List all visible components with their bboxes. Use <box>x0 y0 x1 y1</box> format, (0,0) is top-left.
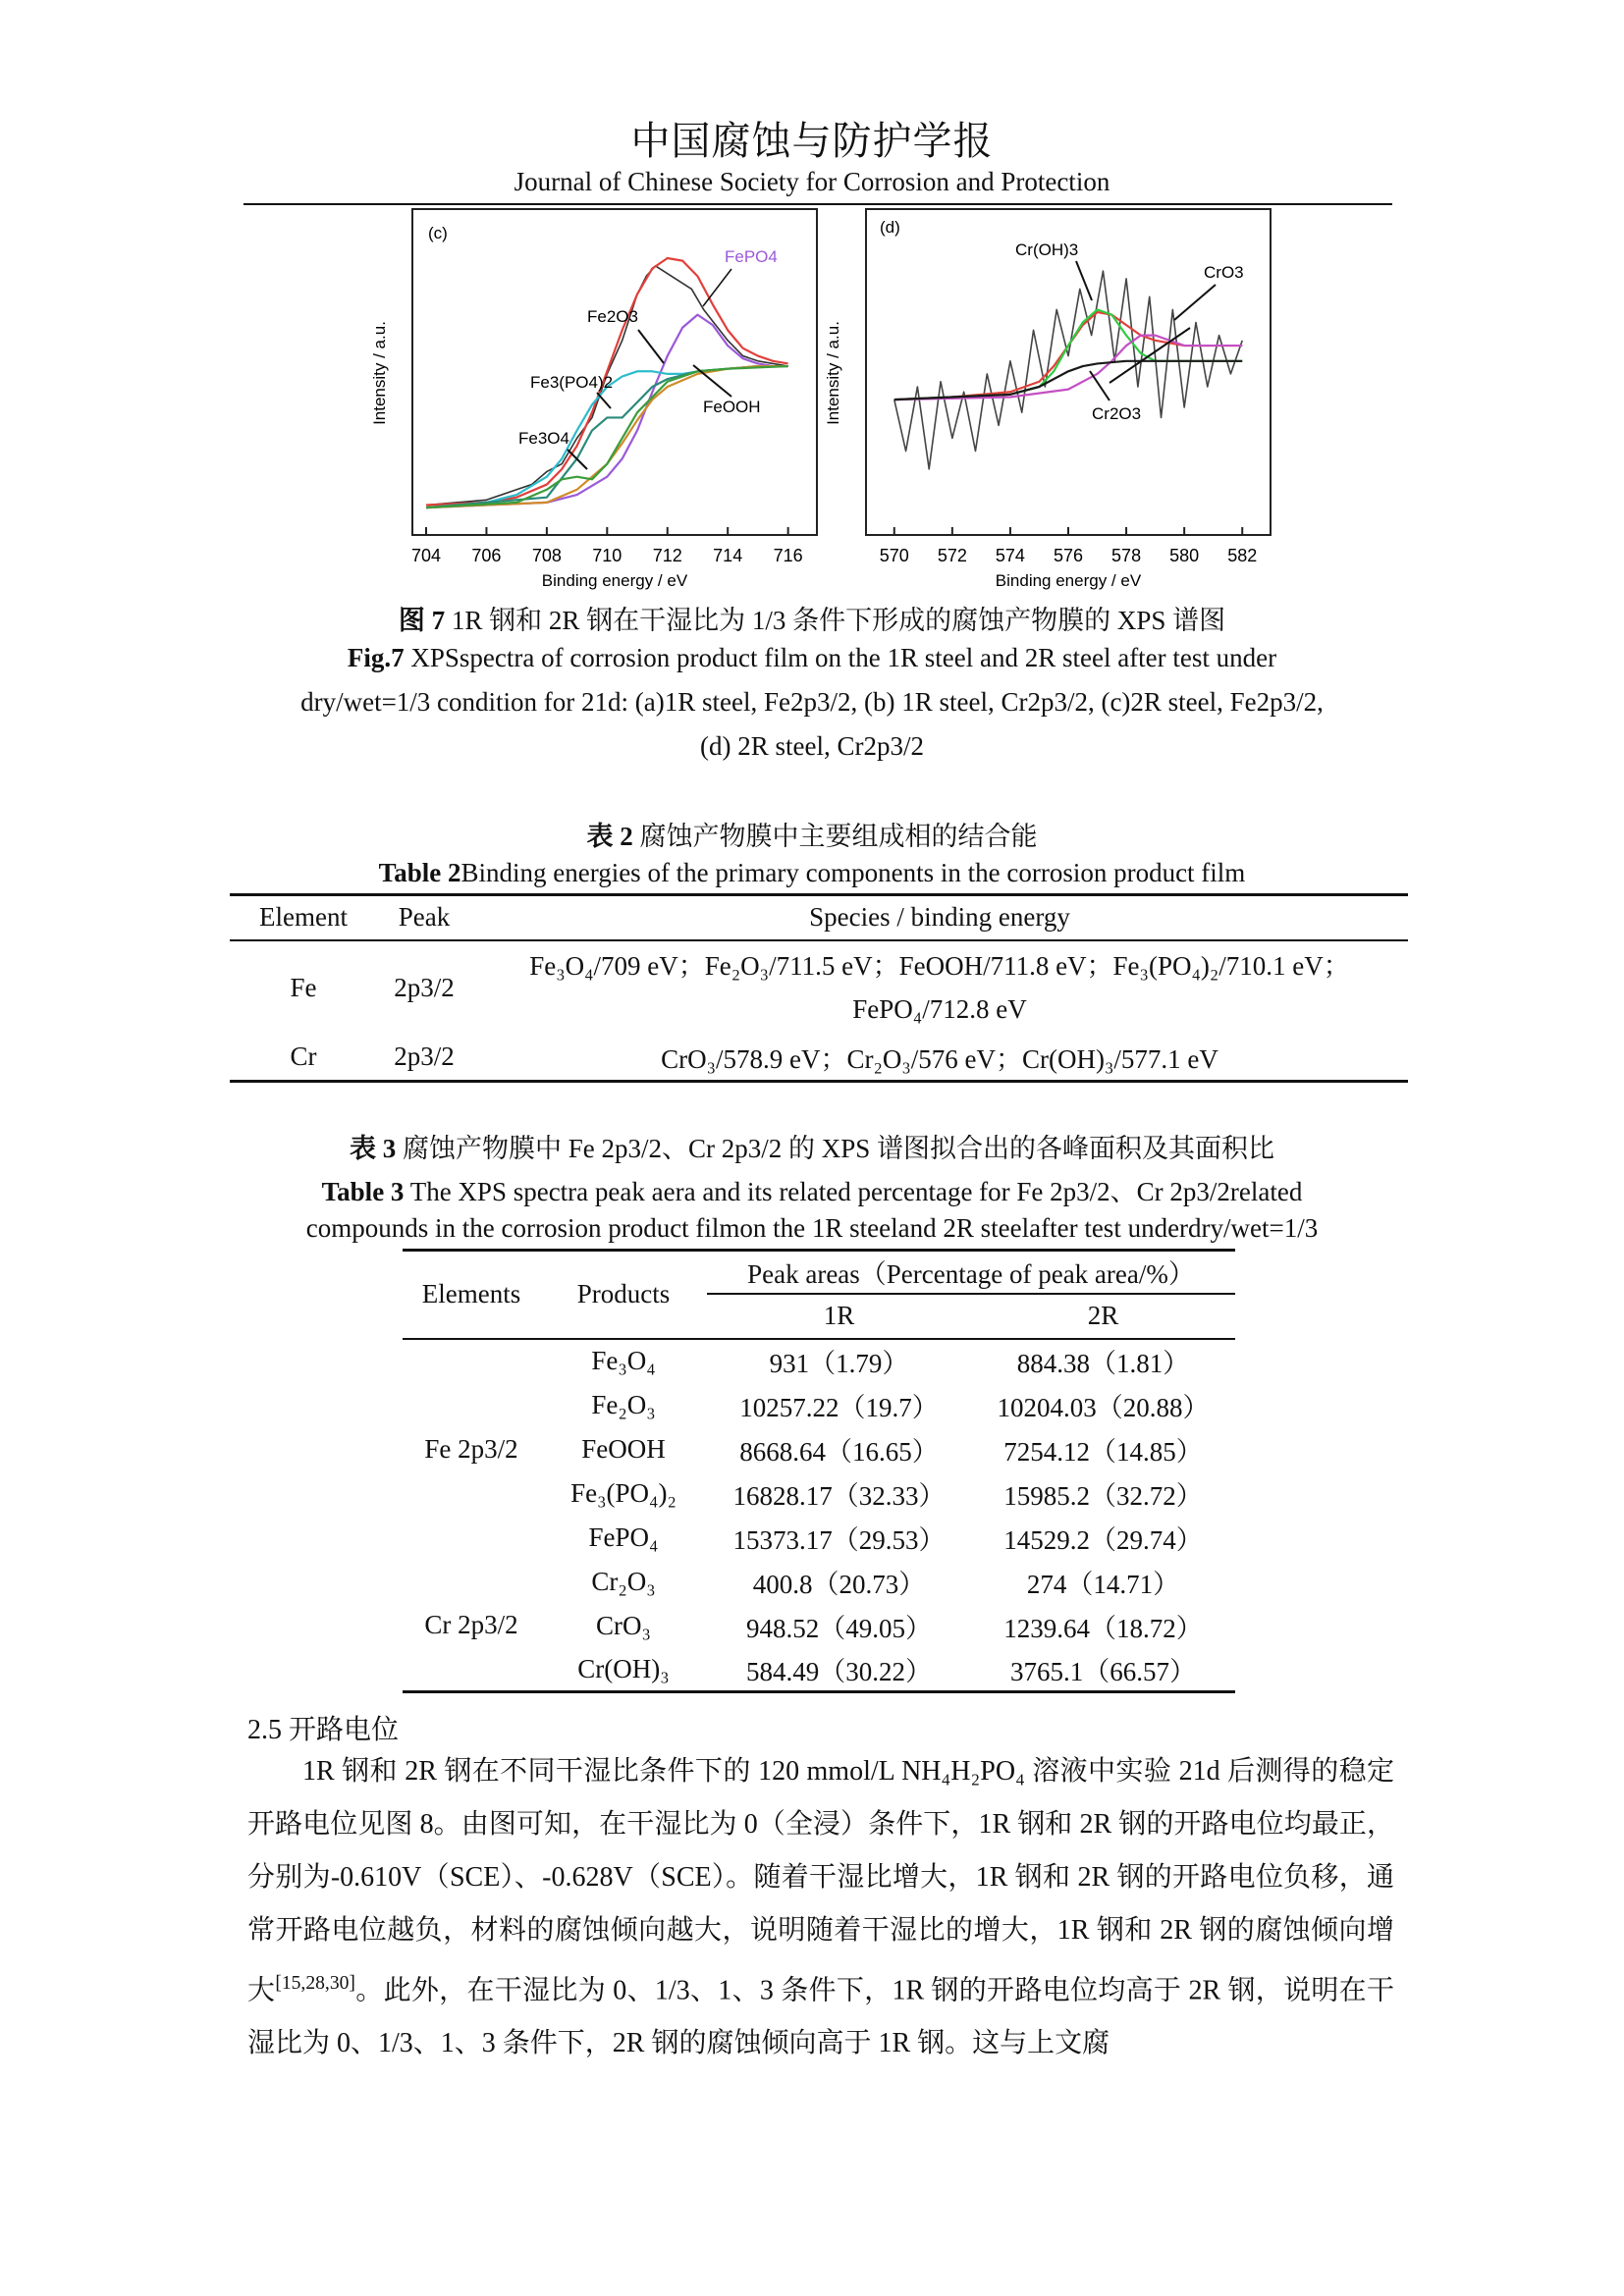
table2-title-cn: 表 2 腐蚀产物膜中主要组成相的结合能 <box>586 822 1038 851</box>
table3-cell-r2: 884.38（1.81） <box>1016 1349 1190 1378</box>
table3-cell-r2: 10204.03（20.88） <box>997 1392 1210 1422</box>
table3-cell-r1: 16828.17（32.33） <box>732 1480 946 1511</box>
figure-caption-en-1: Fig.7 XPSspectra of corrosion product film on the 1R steel and 2R steel after test under <box>347 643 1277 672</box>
annot-feooh: FeOOH <box>703 398 761 416</box>
table2-header-peak: Peak <box>398 902 451 933</box>
x-tick-label: 708 <box>531 546 562 565</box>
table-row <box>403 1339 1235 1383</box>
journal-title-cn: 中国腐蚀与防护学报 <box>630 119 994 163</box>
x-tick-label: 576 <box>1053 546 1084 565</box>
annot-cr2o3: Cr2O3 <box>1092 404 1142 423</box>
x-tick-label: 572 <box>937 546 967 565</box>
panel-d-ylabel: Intensity / a.u. <box>824 321 842 425</box>
table3-header-products: Products <box>576 1279 671 1309</box>
annot-croh3: Cr(OH)3 <box>1015 240 1079 259</box>
table2-cell-peak: 2p3/2 <box>394 1041 455 1072</box>
table3-cell-element: Cr 2p3/2 <box>424 1609 518 1639</box>
journal-title-en: Journal of Chinese Society for Corrosion and Protection <box>514 167 1110 196</box>
table3-cell-r1: 15373.17（29.53） <box>732 1524 946 1555</box>
annot-fepo4: FePO4 <box>725 247 778 266</box>
table3-cell-element: Fe 2p3/2 <box>424 1434 518 1464</box>
table3-cell-product: FePO₄ <box>588 1522 659 1552</box>
table3-cell-product: FeOOH <box>581 1433 666 1464</box>
x-tick-label: 580 <box>1169 546 1200 565</box>
panel-d-xlabel: Binding energy / eV <box>995 571 1142 590</box>
arrow-fe2o3 <box>638 330 664 363</box>
x-tick-label: 578 <box>1111 546 1142 565</box>
table3-cell-product: Cr(OH)₃ <box>577 1653 670 1683</box>
x-tick-label: 710 <box>592 546 623 565</box>
x-tick-label: 712 <box>652 546 682 565</box>
table3-header-peak-areas: Peak areas（Percentage of peak area/%） <box>707 1251 1235 1294</box>
annot-fe2o3: Fe2O3 <box>587 307 638 326</box>
table3-cell-product: Fe₃(PO₄)₂ <box>570 1477 677 1508</box>
x-tick-label: 706 <box>471 546 502 565</box>
table2-cell-species: CrO₃/578.9 eV；Cr₂O₃/576 eV；Cr(OH)₃/577.1 eV <box>661 1044 1218 1075</box>
arrow-cro3 <box>1174 285 1216 320</box>
table3-header-elements: Elements <box>421 1279 521 1309</box>
table3-cell-r1: 400.8（20.73） <box>752 1569 926 1599</box>
x-tick-label: 704 <box>410 546 442 565</box>
series-raw <box>894 271 1242 469</box>
arrow-fe3po42 <box>597 393 611 408</box>
table3-cell-r2: 14529.2（29.74） <box>1003 1524 1203 1555</box>
annot-cro3: CrO3 <box>1204 263 1244 282</box>
section-heading: 2.5 开路电位 <box>247 1715 400 1745</box>
x-tick-label: 716 <box>773 546 803 565</box>
table2 <box>230 893 1408 1083</box>
table-row <box>230 1035 1408 1082</box>
table3 <box>403 1249 1235 1693</box>
table3-cell-r1: 10257.22（19.7） <box>739 1392 939 1422</box>
table-row <box>230 940 1408 1035</box>
table3-cell-product: Fe₂O₃ <box>591 1389 656 1419</box>
table2-cell-element: Cr <box>290 1041 317 1072</box>
figure-caption-en-2: dry/wet=1/3 condition for 21d: (a)1R steel, Fe2p3/2, (b) 1R steel, Cr2p3/2, (c)2R steel, Fe2p3/2, <box>300 687 1324 717</box>
panel-c-xlabel: Binding energy / eV <box>541 571 688 590</box>
annot-fe3o4: Fe3O4 <box>518 429 569 448</box>
table3-cell-product: Fe₃O₄ <box>591 1346 656 1375</box>
table3-cell-r2: 7254.12（14.85） <box>1003 1436 1203 1467</box>
table3-title-en-1: Table 3 The XPS spectra peak aera and its related percentage for Fe 2p3/2、Cr 2p3/2related <box>321 1177 1303 1206</box>
table3-cell-r1: 584.49（30.22） <box>745 1656 932 1686</box>
table3-cell-r2: 1239.64（18.72） <box>1003 1613 1203 1643</box>
table-row <box>403 1560 1235 1604</box>
table3-cell-r2: 274（14.71） <box>1026 1569 1180 1599</box>
x-tick-label: 574 <box>995 546 1025 565</box>
x-tick-label: 714 <box>713 546 743 565</box>
table3-header-1r: 1R <box>823 1301 855 1330</box>
section-paragraph: 1R 钢和 2R 钢在不同干湿比条件下的 120 mmol/L NH₄H₂PO₄ 溶液中实验 21d 后测得的稳定开路电位见图 8。由图可知，在干湿比为 0（全浸）条件下，1R 钢和 2R 钢的开路电位均最正，分别为-0.610V（SCE）、-0.628V（SCE）。随着干湿比增大，1R 钢和 2R 钢的开路电位负移，通常开路电位越负，材料的腐蚀倾向越大，说明随着干湿比的增大，1R 钢和 2R 钢的腐蚀倾向增大[15,28,30]。此外，在干湿比为 0、1/3、1、3 条件下，1R 钢的开路电位均高于 2R 钢，说明在干湿比为 0、1/3、1、3 条件下，2R 钢的腐蚀倾向高于 1R 钢。这与上文腐 <box>247 1756 1394 2059</box>
figure-caption-cn: 图 7 1R 钢和 2R 钢在干湿比为 1/3 条件下形成的腐蚀产物膜的 XPS 谱图 <box>398 606 1226 635</box>
table2-cell-element: Fe <box>290 972 317 1002</box>
table3-cell-r2: 3765.1（66.57） <box>1009 1656 1196 1686</box>
table2-header-element: Element <box>259 902 348 933</box>
table2-header-species: Species / binding energy <box>809 902 1070 933</box>
table3-cell-r1: 931（1.79） <box>769 1349 909 1378</box>
table3-title-cn: 表 3 腐蚀产物膜中 Fe 2p3/2、Cr 2p3/2 的 XPS 谱图拟合出的各峰面积及其面积比 <box>349 1134 1275 1163</box>
arrow-cr2o3 <box>1090 371 1110 400</box>
xps-figure <box>0 0 1624 609</box>
table2-title-en: Table 2Binding energies of the primary components in the corrosion product film <box>378 858 1246 887</box>
arrow-fepo4 <box>703 269 731 306</box>
table3-cell-r1: 8668.64（16.65） <box>739 1436 939 1467</box>
x-tick-label: 582 <box>1227 546 1258 565</box>
figure-caption-en-3: (d) 2R steel, Cr2p3/2 <box>700 731 924 761</box>
table2-cell-peak: 2p3/2 <box>394 972 455 1002</box>
table3-title-en-2: compounds in the corrosion product filmon the 1R steeland 2R steelafter test underdry/wet=1/3 <box>305 1213 1319 1243</box>
panel-d-label: (d) <box>880 218 900 237</box>
table2-cell-species: Fe₃O₄/709 eV；Fe₂O₃/711.5 eV；FeOOH/711.8 eV；Fe₃(PO₄)₂/710.1 eV； FePO₄/712.8 eV <box>529 951 1350 1024</box>
x-tick-label: 570 <box>879 546 909 565</box>
table3-cell-product: Cr₂O₃ <box>591 1566 656 1596</box>
panel-c-ylabel: Intensity / a.u. <box>370 321 389 425</box>
table3-cell-r2: 15985.2（32.72） <box>1003 1480 1203 1511</box>
table3-cell-r1: 948.52（49.05） <box>745 1613 932 1643</box>
panel-c-label: (c) <box>428 224 448 242</box>
table3-header-2r: 2R <box>1087 1301 1119 1330</box>
annot-fe3po42: Fe3(PO4)2 <box>530 373 614 392</box>
table3-cell-product: CrO₃ <box>596 1610 651 1640</box>
